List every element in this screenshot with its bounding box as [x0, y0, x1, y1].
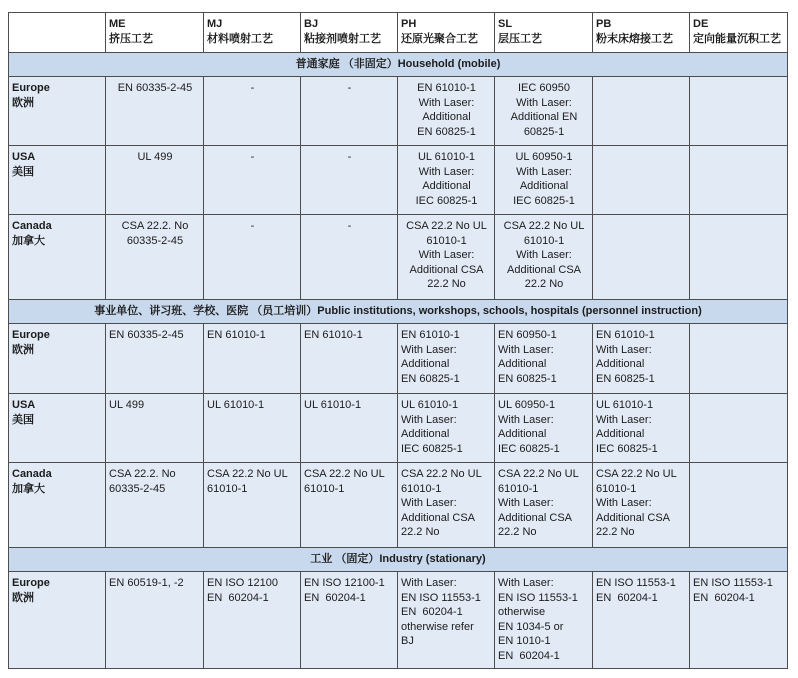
standard-cell-ph: CSA 22.2 No UL 61010-1 With Laser: Additional CSA 22.2 No — [398, 463, 495, 548]
standard-cell-ph: CSA 22.2 No UL 61010-1 With Laser: Additional CSA 22.2 No — [398, 215, 495, 300]
standard-cell-de — [690, 394, 788, 463]
region-cell-usa — [9, 394, 106, 463]
standard-cell-de: EN ISO 11553-1 EN 60204-1 — [690, 572, 788, 669]
standard-cell-sl: CSA 22.2 No UL 61010-1 With Laser: Additional CSA 22.2 No — [495, 215, 593, 300]
standard-cell-mj: EN ISO 12100 EN 60204-1 — [204, 572, 301, 669]
standard-cell-mj: CSA 22.2 No UL 61010-1 — [204, 463, 301, 548]
column-code: SL — [498, 18, 513, 30]
standard-cell-sl: With Laser: EN ISO 11553-1 otherwise EN 1034-5 or EN 1010-1 EN 60204-1 — [495, 572, 593, 669]
standard-cell-mj: - — [204, 146, 301, 215]
column-code: BJ — [304, 18, 319, 30]
column-header-me — [106, 13, 204, 53]
region-name-zh: 美国 — [12, 413, 34, 426]
standard-cell-me: EN 60519-1, -2 — [106, 572, 204, 669]
corner-header-cell — [9, 13, 106, 53]
standard-cell-me: CSA 22.2. No 60335-2-45 — [106, 215, 204, 300]
region-name: USA — [12, 151, 36, 163]
standard-cell-pb: EN 61010-1 With Laser: Additional EN 60825-1 — [593, 324, 690, 394]
standard-cell-pb: EN ISO 11553-1 EN 60204-1 — [593, 572, 690, 669]
region-cell-usa — [9, 146, 106, 215]
column-name: 层压工艺 — [498, 32, 542, 45]
standard-cell-de — [690, 215, 788, 300]
region-name-zh: 欧洲 — [12, 96, 34, 109]
standard-cell-bj: CSA 22.2 No UL 61010-1 — [301, 463, 398, 548]
region-cell-europe — [9, 77, 106, 146]
column-header-sl — [495, 13, 593, 53]
standard-cell-sl: IEC 60950 With Laser: Additional EN 60825-1 — [495, 77, 593, 146]
region-name: Canada — [12, 468, 52, 480]
column-header-de — [690, 13, 788, 53]
column-header-bj — [301, 13, 398, 53]
column-name: 还原光聚合工艺 — [401, 32, 478, 45]
standard-cell-mj: - — [204, 77, 301, 146]
region-cell-canada — [9, 463, 106, 548]
region-name: Canada — [12, 220, 52, 232]
column-name: 挤压工艺 — [109, 32, 153, 45]
region-cell-canada — [9, 215, 106, 300]
column-name: 粉末床熔接工艺 — [596, 32, 673, 45]
section-header-row — [9, 53, 788, 77]
table-row — [9, 215, 788, 300]
section-header-row — [9, 300, 788, 324]
table-row — [9, 463, 788, 548]
column-header-pb — [593, 13, 690, 53]
standard-cell-bj: EN 61010-1 — [301, 324, 398, 394]
column-code: DE — [693, 18, 709, 30]
standard-cell-bj: - — [301, 77, 398, 146]
standard-cell-sl: CSA 22.2 No UL 61010-1 With Laser: Additional CSA 22.2 No — [495, 463, 593, 548]
standard-cell-pb — [593, 215, 690, 300]
standard-cell-ph: UL 61010-1 With Laser: Additional IEC 60825-1 — [398, 394, 495, 463]
region-cell-europe — [9, 572, 106, 669]
standard-cell-me: UL 499 — [106, 394, 204, 463]
standards-table — [8, 12, 788, 669]
standard-cell-me: EN 60335-2-45 — [106, 324, 204, 394]
standard-cell-bj: UL 61010-1 — [301, 394, 398, 463]
standard-cell-bj: - — [301, 146, 398, 215]
standard-cell-pb: UL 61010-1 With Laser: Additional IEC 60825-1 — [593, 394, 690, 463]
table-row — [9, 572, 788, 669]
column-name: 材料喷射工艺 — [207, 32, 273, 45]
standard-cell-mj: - — [204, 215, 301, 300]
standard-cell-ph: EN 61010-1 With Laser: Additional EN 60825-1 — [398, 324, 495, 394]
standard-cell-mj: UL 61010-1 — [204, 394, 301, 463]
region-name: Europe — [12, 329, 50, 341]
region-name-zh: 加拿大 — [12, 234, 45, 247]
column-header-ph — [398, 13, 495, 53]
standard-cell-ph: UL 61010-1 With Laser: Additional IEC 60825-1 — [398, 146, 495, 215]
section-title: 普通家庭 （非固定）Household (mobile) — [9, 53, 788, 77]
column-code: ME — [109, 18, 126, 30]
standard-cell-de — [690, 146, 788, 215]
column-code: PH — [401, 18, 417, 30]
column-name: 定向能量沉积工艺 — [693, 32, 781, 45]
table-header — [9, 13, 788, 53]
standard-cell-sl: UL 60950-1 With Laser: Additional IEC 60825-1 — [495, 394, 593, 463]
region-name: Europe — [12, 82, 50, 94]
standard-cell-pb — [593, 146, 690, 215]
standard-cell-bj: EN ISO 12100-1 EN 60204-1 — [301, 572, 398, 669]
region-name-zh: 加拿大 — [12, 482, 45, 495]
standard-cell-me: EN 60335-2-45 — [106, 77, 204, 146]
header-row — [9, 13, 788, 53]
table-row — [9, 394, 788, 463]
standard-cell-mj: EN 61010-1 — [204, 324, 301, 394]
region-name-zh: 欧洲 — [12, 343, 34, 356]
standard-cell-pb: CSA 22.2 No UL 61010-1 With Laser: Additional CSA 22.2 No — [593, 463, 690, 548]
standard-cell-me: CSA 22.2. No 60335-2-45 — [106, 463, 204, 548]
standard-cell-de — [690, 324, 788, 394]
region-cell-europe — [9, 324, 106, 394]
standard-cell-de — [690, 77, 788, 146]
section-title: 事业单位、讲习班、学校、医院 （员工培训）Public institutions, workshops, schools, hospitals (personnel instruction) — [9, 300, 788, 324]
region-name-zh: 美国 — [12, 165, 34, 178]
section-header-row — [9, 548, 788, 572]
table-body — [9, 53, 788, 669]
standard-cell-sl: EN 60950-1 With Laser: Additional EN 60825-1 — [495, 324, 593, 394]
section-title: 工业 （固定）Industry (stationary) — [9, 548, 788, 572]
standard-cell-pb — [593, 77, 690, 146]
region-name-zh: 欧洲 — [12, 591, 34, 604]
column-code: MJ — [207, 18, 223, 30]
column-name: 粘接剂喷射工艺 — [304, 32, 381, 45]
standard-cell-ph: With Laser: EN ISO 11553-1 EN 60204-1 otherwise refer BJ — [398, 572, 495, 669]
table-row — [9, 77, 788, 146]
standard-cell-ph: EN 61010-1 With Laser: Additional EN 60825-1 — [398, 77, 495, 146]
standard-cell-bj: - — [301, 215, 398, 300]
table-row — [9, 324, 788, 394]
standard-cell-de — [690, 463, 788, 548]
standard-cell-sl: UL 60950-1 With Laser: Additional IEC 60825-1 — [495, 146, 593, 215]
region-name: Europe — [12, 577, 50, 589]
column-code: PB — [596, 18, 612, 30]
table-row — [9, 146, 788, 215]
standard-cell-me: UL 499 — [106, 146, 204, 215]
region-name: USA — [12, 399, 36, 411]
column-header-mj — [204, 13, 301, 53]
